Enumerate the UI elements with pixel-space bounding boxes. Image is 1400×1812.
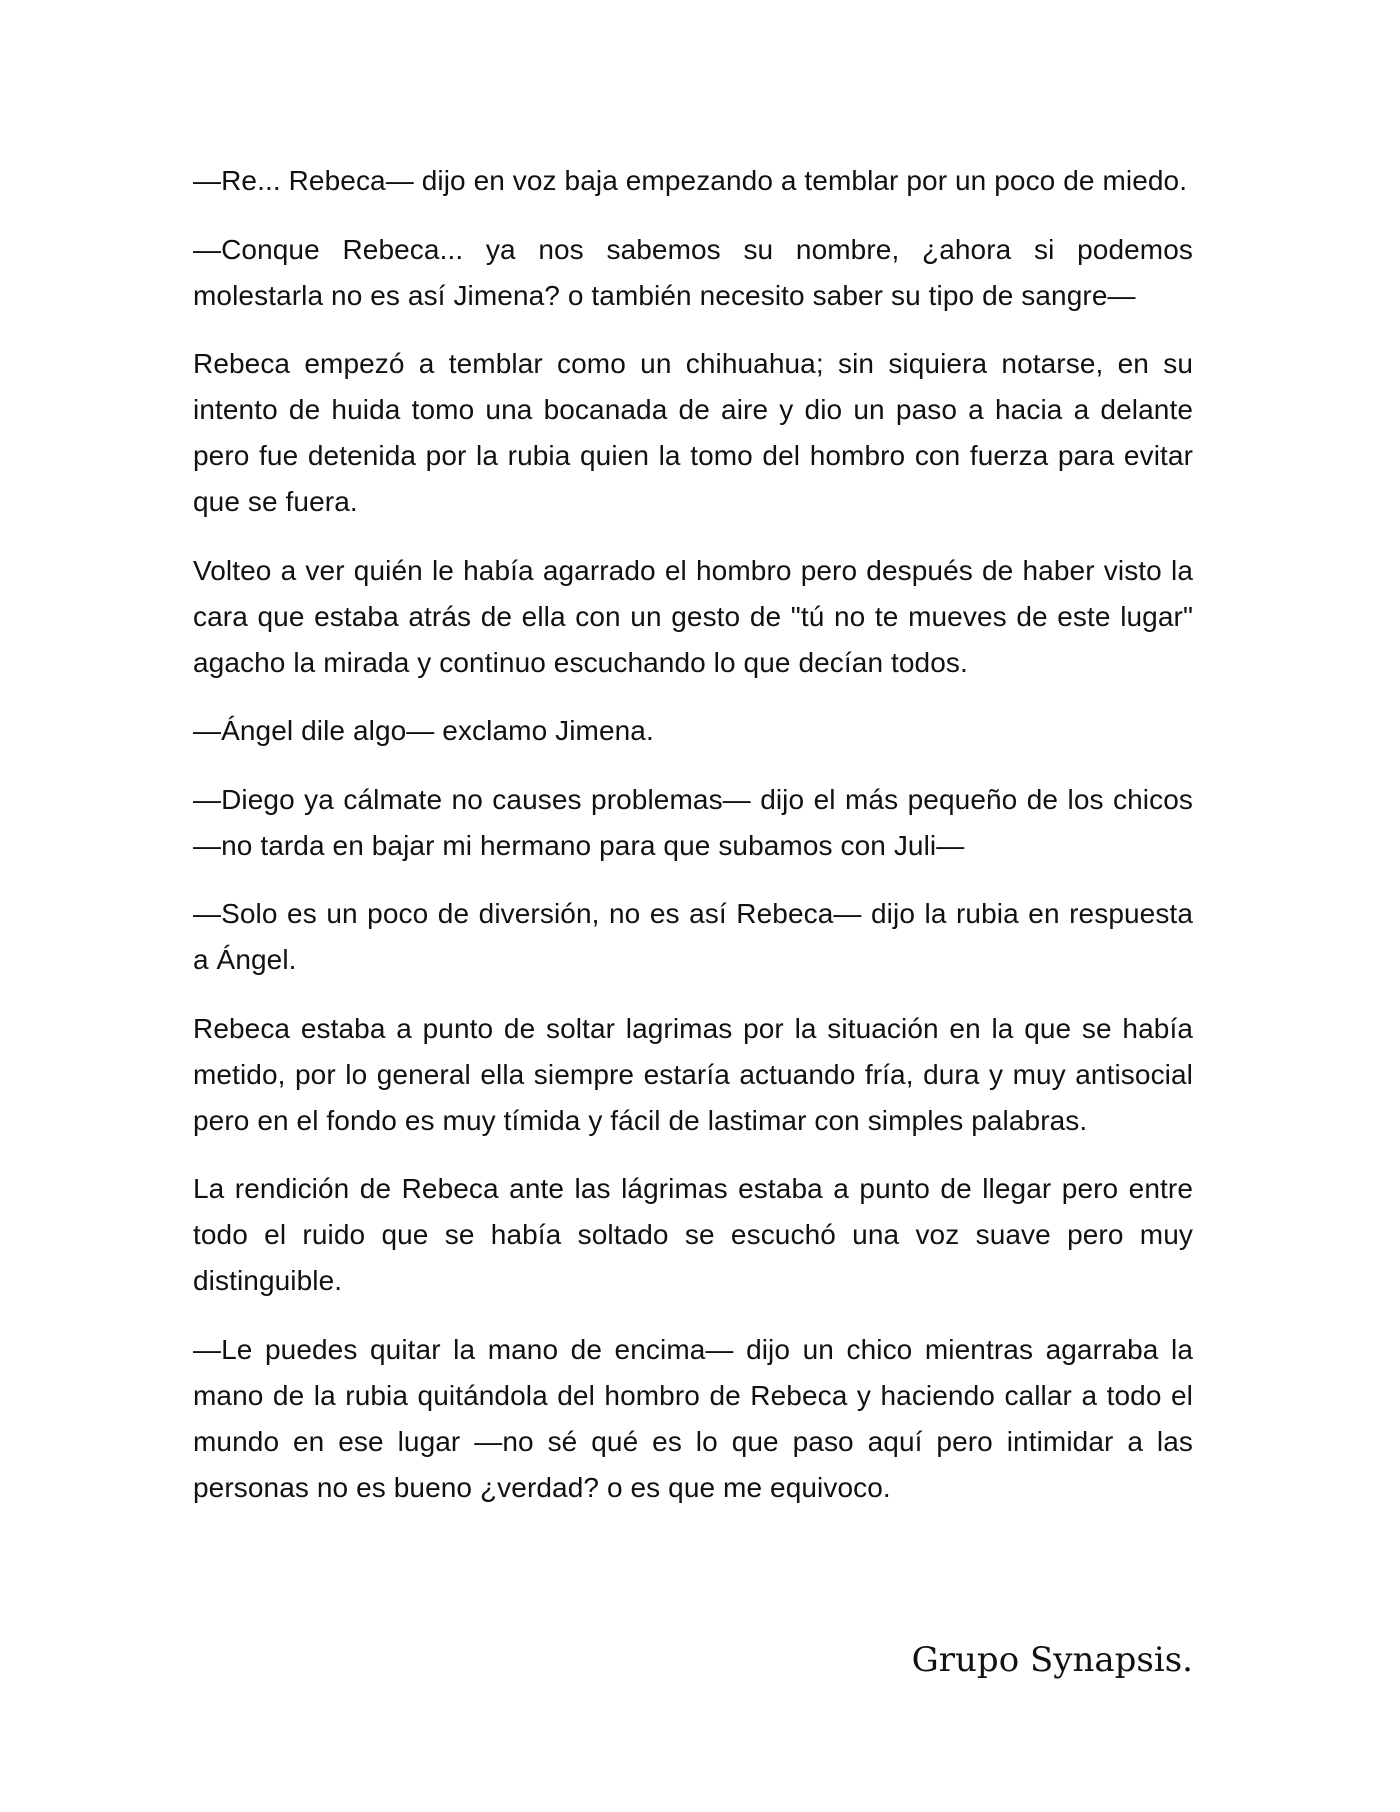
paragraph-5: —Ángel dile algo— exclamo Jimena. — [193, 715, 654, 746]
paragraph-10: —Le puedes quitar la mano de encima— dijo un chico mientras agarraba la mano de la rubia quitándola del hombro de Rebeca y haciendo callar a todo el mundo en ese lugar —no sé qué es lo que paso aquí pero intimidar a las personas no es bueno ¿verdad? o es que me equivoco. — [193, 1333, 1193, 1503]
footer-publisher: Grupo Synapsis. — [911, 1640, 1193, 1680]
paragraph-6: —Diego ya cálmate no causes problemas— dijo el más pequeño de los chicos —no tarda en bajar mi hermano para que subamos con Juli— — [193, 783, 1193, 861]
paragraph-4: Volteo a ver quién le había agarrado el hombro pero después de haber visto la cara que estaba atrás de ella con un gesto de "tú no te mueves de este lugar" agacho la mirada y continuo escuchando lo que decían todos. — [193, 554, 1193, 678]
paragraph-9: La rendición de Rebeca ante las lágrimas estaba a punto de llegar pero entre todo el ruido que se había soltado se escuchó una voz suave pero muy distinguible. — [193, 1173, 1193, 1296]
story-text — [193, 158, 1193, 1533]
paragraph-8: Rebeca estaba a punto de soltar lagrimas por la situación en la que se había metido, por lo general ella siempre estaría actuando fría, dura y muy antisocial pero en el fondo es muy tímida y fácil de lastimar con simples palabras. — [193, 1012, 1193, 1136]
paragraph-3: Rebeca empezó a temblar como un chihuahua; sin siquiera notarse, en su intento de huida tomo una bocanada de aire y dio un paso a hacia a delante pero fue detenida por la rubia quien la tomo del hombro con fuerza para evitar que se fuera. — [193, 348, 1193, 517]
paragraph-1: —Re... Rebeca— dijo en voz baja empezando a temblar por un poco de miedo. — [193, 165, 1188, 196]
paragraph-7: —Solo es un poco de diversión, no es así Rebeca— dijo la rubia en respuesta a Ángel. — [193, 898, 1193, 975]
paragraph-2: —Conque Rebeca... ya nos sabemos su nombre, ¿ahora si podemos molestarla no es así Jimena? o también necesito saber su tipo de sangre— — [193, 233, 1193, 311]
